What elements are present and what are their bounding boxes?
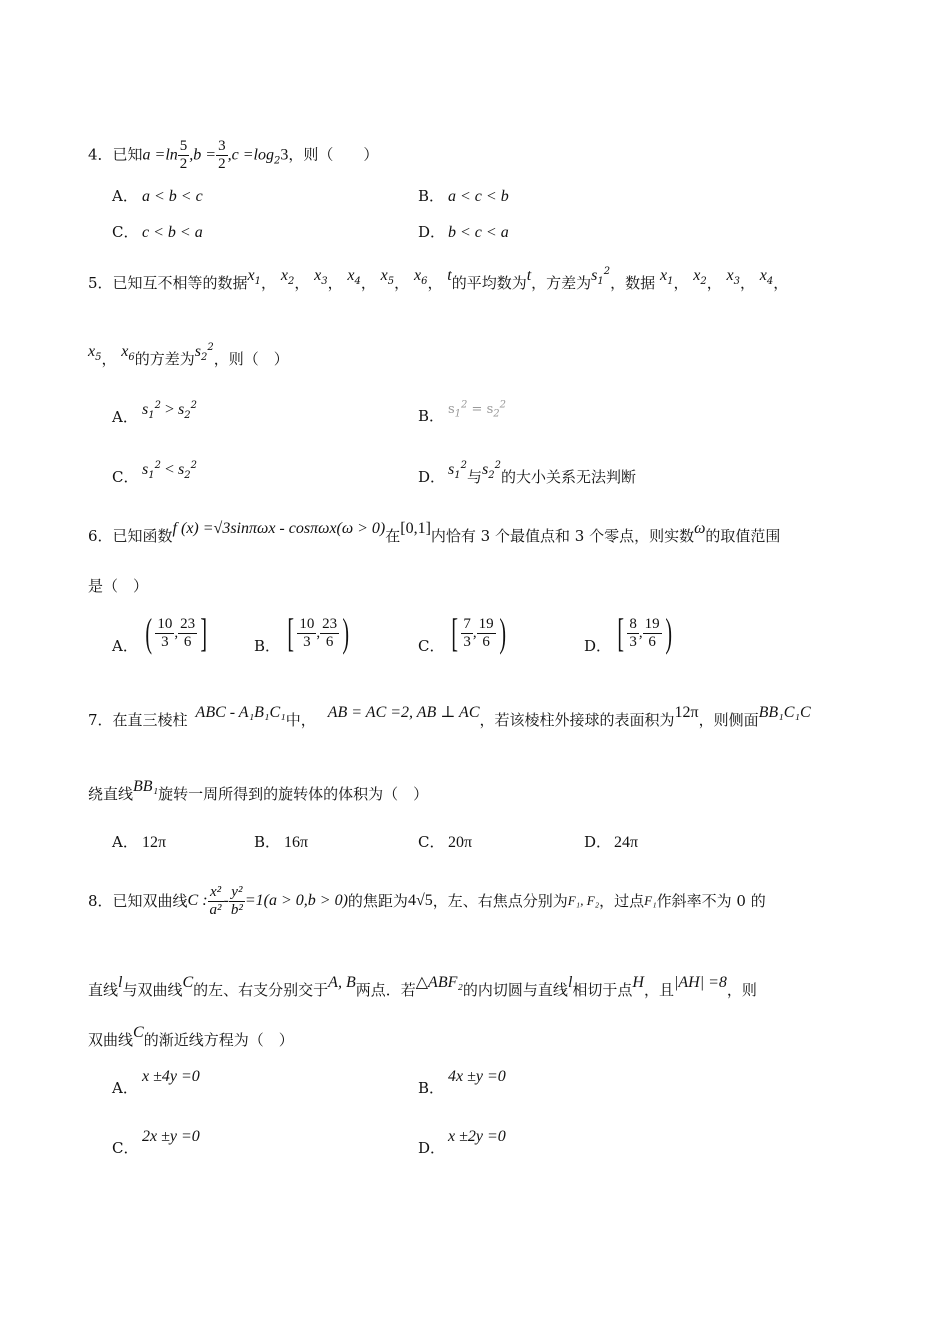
q7-stem-line1: 7．在直三棱柱 ABC - A₁B₁C₁中， AB = AC =2, AB ⊥ AC，若该棱柱外接球的表面积为12π，则侧面BB₁C₁C <box>88 704 811 729</box>
q7-option-a[interactable]: A． 12π <box>112 833 167 851</box>
q8-option-a[interactable]: A．x ±4y =0 <box>112 1068 200 1097</box>
q6-interval: [0,1] <box>400 520 431 537</box>
q6-option-d[interactable]: D． [ $\frac{8}{3}$ , $\frac{19}{6}$ ) <box>584 610 672 655</box>
q4-frac-a: $\frac{5}{2}$ <box>179 138 188 172</box>
q8-stem-line2: 直线l与双曲线C的左、右支分别交于A, B两点．若△ABF₂的内切圆与直线l相切于点H，且|AH| =8，则 <box>88 974 757 999</box>
q6-stem-line1: 6．已知函数f (x) =√3sinπωx - cosπωx(ω > 0)在[0,1]内恰有 3 个最值点和 3 个零点，则实数ω的取值范围 <box>88 520 781 545</box>
q7-option-d[interactable]: D． 24π <box>584 833 639 851</box>
q7-stem-line2: 绕直线BB₁旋转一周所得到的旋转体的体积为（ ） <box>88 778 429 803</box>
q6-stem-line2: 是（ ） <box>88 577 149 595</box>
q4-stem-suffix: ，则（ ） <box>288 145 379 164</box>
q7-option-c[interactable]: C． 20π <box>418 833 473 851</box>
q8-stem-line3: 双曲线C的渐近线方程为（ ） <box>88 1024 294 1049</box>
q4-option-a[interactable]: A． a < b < c <box>112 187 203 205</box>
q8-option-b[interactable]: B．4x ±y =0 <box>418 1068 506 1097</box>
q4-stem <box>88 138 378 173</box>
q8-frac-x: $\frac{\text{x²}}{\text{a²}}$ <box>209 883 222 918</box>
q4-frac-b: $\frac{3}{2}$ <box>218 138 226 172</box>
q4-log-arg: 3 <box>280 146 289 164</box>
q4-math-c: ,c =log <box>227 146 274 164</box>
q5-option-a[interactable]: A． $s_1^2 > s_2^2$ <box>112 400 197 426</box>
q4-log-base: 2 <box>273 155 281 167</box>
q4-stem-prefix: 4．已知 <box>88 145 143 164</box>
q5-stem-line2: $x_5$， $x_6$的方差为$s_2^2$，则（ ） <box>88 342 289 368</box>
q4-option-c[interactable]: C． c < b < a <box>112 223 203 241</box>
q5-stem-line1: 5．已知互不相等的数据$x_1$， $x_2$， $x_3$， $x_4$， $x_5$， $x_6$， t的平均数为t，方差为$s_1^2$，数据 $x_1$， $x_2$， $x_3$， $x_4$， <box>88 266 789 292</box>
q4-option-d[interactable]: D． b < c < a <box>418 223 509 241</box>
q6-function: f (x) =√3sinπωx - cosπωx(ω > 0) <box>172 520 386 537</box>
q7-option-b[interactable]: B． 16π <box>254 833 309 851</box>
q6-option-b[interactable]: B． [ $\frac{10}{3}$ , $\frac{23}{6}$ ) <box>254 610 350 655</box>
q8-option-d[interactable]: D．x ±2y =0 <box>418 1128 506 1157</box>
q5-option-c[interactable]: C． $s_1^2 < s_2^2$ <box>112 460 197 486</box>
q4-math-a: a =ln <box>142 146 178 164</box>
q6-option-a[interactable]: A． ( $\frac{10}{3}$ , $\frac{23}{6}$ ] <box>112 610 208 655</box>
q4-option-b[interactable]: B． a < c < b <box>418 187 509 205</box>
q6-option-c[interactable]: C． [ $\frac{7}{3}$ , $\frac{19}{6}$ ) <box>418 610 506 655</box>
q5-option-d[interactable]: D． $s_1^2$与$s_2^2$的大小关系无法判断 <box>418 460 636 486</box>
q8-frac-y: $\frac{\text{y²}}{\text{b²}}$ <box>230 883 243 918</box>
q8-stem-line1: 8．已知双曲线 C : $\frac{\text{x²}}{\text{a²}}$ - $\frac{\text{y²}}{\text{b²}}$ =1(a > 0,b > 0) 的焦距为 4√5 ，左、右焦点分别为 F₁, F₂ ，过点 F₁ 作斜率不为 0 的 <box>88 883 766 918</box>
q4-math-b: ,b = <box>189 146 217 164</box>
q5-option-b[interactable]: B． $s_1^2 = s_2^2$ <box>418 400 507 426</box>
q8-option-c[interactable]: C．2x ±y =0 <box>112 1128 200 1157</box>
